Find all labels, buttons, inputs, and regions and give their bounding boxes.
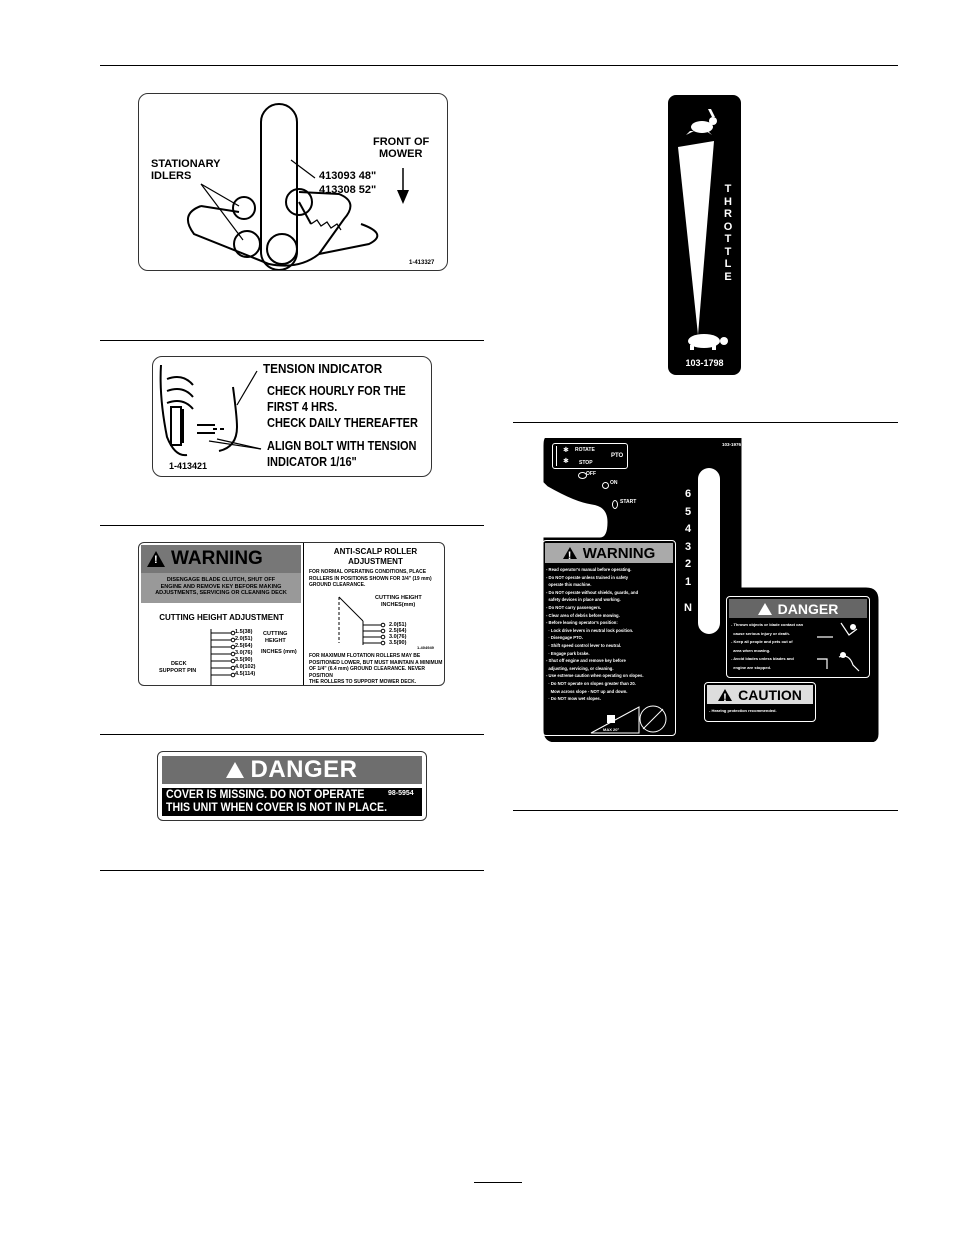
height-list: 1.5(38) 2.0(51) 2.5(64) 3.0(76) 3.5(90) 4.0(102) 4.5(114): [235, 629, 256, 677]
divider-6: [513, 810, 898, 811]
gear-slot[interactable]: [698, 468, 720, 634]
danger-body: [162, 788, 422, 816]
front-label-2: MOWER: [379, 148, 423, 160]
part-number-48: 413093 48": [319, 170, 377, 182]
key-start-icon: [612, 500, 618, 509]
danger-header: [162, 756, 422, 784]
console-code: 103-1976: [722, 442, 742, 447]
warning-header: [141, 545, 301, 573]
key-on-icon: [602, 482, 609, 489]
rabbit-icon: [686, 109, 717, 135]
throttle-code: 103-1798: [685, 358, 724, 368]
stop-icon: ✱: [563, 458, 569, 465]
console-caution-header: [707, 685, 813, 704]
pto-label: PTO: [611, 453, 624, 459]
roller-label-2: INCHES(mm): [381, 602, 416, 608]
console-danger-icon: [758, 603, 772, 615]
cutting-height-decal: [138, 542, 445, 686]
roller-label-1: CUTTING HEIGHT: [375, 595, 422, 601]
warning-title: WARNING: [171, 548, 263, 569]
part-number-52: 413308 52": [319, 184, 377, 196]
turtle-icon: [688, 334, 728, 350]
throttle-letters: T H R O T T L E: [723, 183, 733, 283]
console-danger: [726, 596, 870, 678]
console-decal: [536, 438, 881, 742]
console-warning: [542, 540, 676, 736]
slope-label: MAX 20°: [603, 727, 620, 732]
divider-5: [513, 422, 898, 423]
warning-triangle-icon: [147, 551, 165, 567]
thrown-objects-icon: [813, 619, 867, 677]
flotation-text: FOR MAXIMUM FLOTATION ROLLERS MAY BE POSITIONED LOWER, BUT MUST MAINTAIN A MINIMUM OF 1/4" (6.4 mm) GROUND CLEARANCE. NEVER POSITION THE ROLLERS TO SUPPORT MOWER DECK.: [309, 653, 443, 685]
tension-line-4: ALIGN BOLT WITH TENSION: [267, 439, 417, 453]
warning-body: DISENGAGE BLADE CLUTCH, SHUT OFF ENGINE AND REMOVE KEY BEFORE MAKING ADJUSTMENTS, SERVICING OR CLEANING DECK: [141, 573, 301, 603]
top-rule: [100, 65, 898, 66]
pto-stop: STOP: [579, 460, 593, 466]
belt-decal-code: 1-413327: [409, 260, 435, 266]
height-decal-code: 1-404949: [417, 645, 434, 650]
divider-4: [100, 870, 484, 871]
console-danger-title: DANGER: [777, 600, 839, 617]
pto-rotate: ROTATE: [575, 447, 595, 453]
console-caution-icon: [718, 689, 732, 701]
cutting-height-title: CUTTING HEIGHT ADJUSTMENT: [159, 613, 284, 622]
danger-triangle-icon: [226, 762, 244, 778]
danger-title: DANGER: [250, 756, 358, 783]
throttle-decal: [668, 95, 741, 375]
tension-line-3: CHECK DAILY THEREAFTER: [267, 416, 418, 430]
divider-2: [100, 525, 484, 526]
slope-icon: [589, 699, 669, 735]
pto-panel: [552, 443, 628, 469]
key-on: ON: [610, 480, 618, 486]
console-warning-list: - Read operator's manual before operating. - Do NOT operate unless trained in safety operate this machine. - Do NOT operate without shields, guards, and safety devices in place and working. - Do NOT carry passengers. - Clear area of debris before mowing. - Before leaving operator's position: · Lock drive levers in neutral lock position. · Disengage PTO. · Shift speed control lever to neutral. · Engage park brake. - Shut off engine and remove key before adjusting, servicing, or cleaning. - Use extreme caution when operating on slopes. · Do NOT operate on slopes greater than 20. Mow across slope - NOT up and down. · Do NOT mow wet slopes.: [546, 567, 644, 702]
divider-3: [100, 734, 484, 735]
console-warning-header: [545, 543, 673, 563]
divider-1: [100, 340, 484, 341]
cutting-label-3: INCHES (mm): [261, 649, 297, 655]
front-label-1: FRONT OF: [373, 136, 430, 148]
scalp-title-1: ANTI-SCALP ROLLER: [333, 547, 418, 556]
deck-label-2: SUPPORT PIN: [159, 668, 197, 674]
roller-diagram: [335, 593, 395, 653]
idlers-label-2: IDLERS: [151, 170, 192, 182]
scalp-text: FOR NORMAL OPERATING CONDITIONS, PLACE ROLLERS IN POSITIONS SHOWN FOR 3/4" (19 mm) GROUND CLEARANCE.: [309, 569, 432, 588]
console-danger-list: - Thrown objects or blade contact can cause serious injury or death. - Keep all people and pets out of area when mowing. - Avoid blades unless blades and engine are stopped.: [731, 622, 804, 670]
gear-labels: 6 5 4 3 2 1 N: [684, 488, 692, 614]
left-panel: [139, 543, 304, 686]
right-panel: [305, 543, 445, 686]
tension-title: TENSION INDICATOR: [263, 361, 383, 376]
tension-indicator-decal: [152, 356, 432, 477]
key-off: OFF: [586, 471, 596, 477]
cover-decal-code: 98-5954: [388, 790, 414, 797]
deck-label-1: DECK: [171, 661, 187, 667]
tension-line-5: INDICATOR 1/16": [267, 455, 357, 469]
tension-decal-code: 1-413421: [169, 461, 208, 471]
belt-routing-decal: [138, 93, 448, 271]
console-warning-icon: [563, 547, 577, 559]
scalp-title-2: ADJUSTMENT: [348, 557, 403, 566]
console-danger-header: [729, 599, 867, 618]
console-caution: [704, 682, 816, 722]
cover-danger-decal: [157, 751, 427, 821]
console-warning-title: WARNING: [582, 544, 656, 562]
console-caution-title: CAUTION: [738, 686, 802, 703]
tension-diagram: [153, 357, 263, 477]
pto-arrow-icon: [556, 446, 557, 466]
tension-line-1: CHECK HOURLY FOR THE: [267, 384, 406, 398]
idlers-label-1: STATIONARY: [151, 158, 221, 170]
throttle-wedge: [678, 141, 714, 335]
rotate-icon: ✱: [563, 447, 569, 454]
tension-line-2: FIRST 4 HRS.: [267, 400, 338, 414]
key-start: START: [620, 499, 637, 505]
roller-height-list: 2.0(51) 2.5(64) 3.0(76) 3.5(90): [389, 622, 407, 646]
cover-line-1: COVER IS MISSING. DO NOT OPERATE: [166, 789, 365, 801]
cover-line-2: THIS UNIT WHEN COVER IS NOT IN PLACE.: [166, 802, 388, 814]
belt-diagram: [139, 94, 448, 271]
console-caution-text: - Hearing protection recommended.: [709, 708, 777, 713]
cutting-label-1: CUTTING: [263, 631, 288, 637]
cutting-label-2: HEIGHT: [265, 638, 286, 644]
footer-rule: [474, 1182, 522, 1183]
